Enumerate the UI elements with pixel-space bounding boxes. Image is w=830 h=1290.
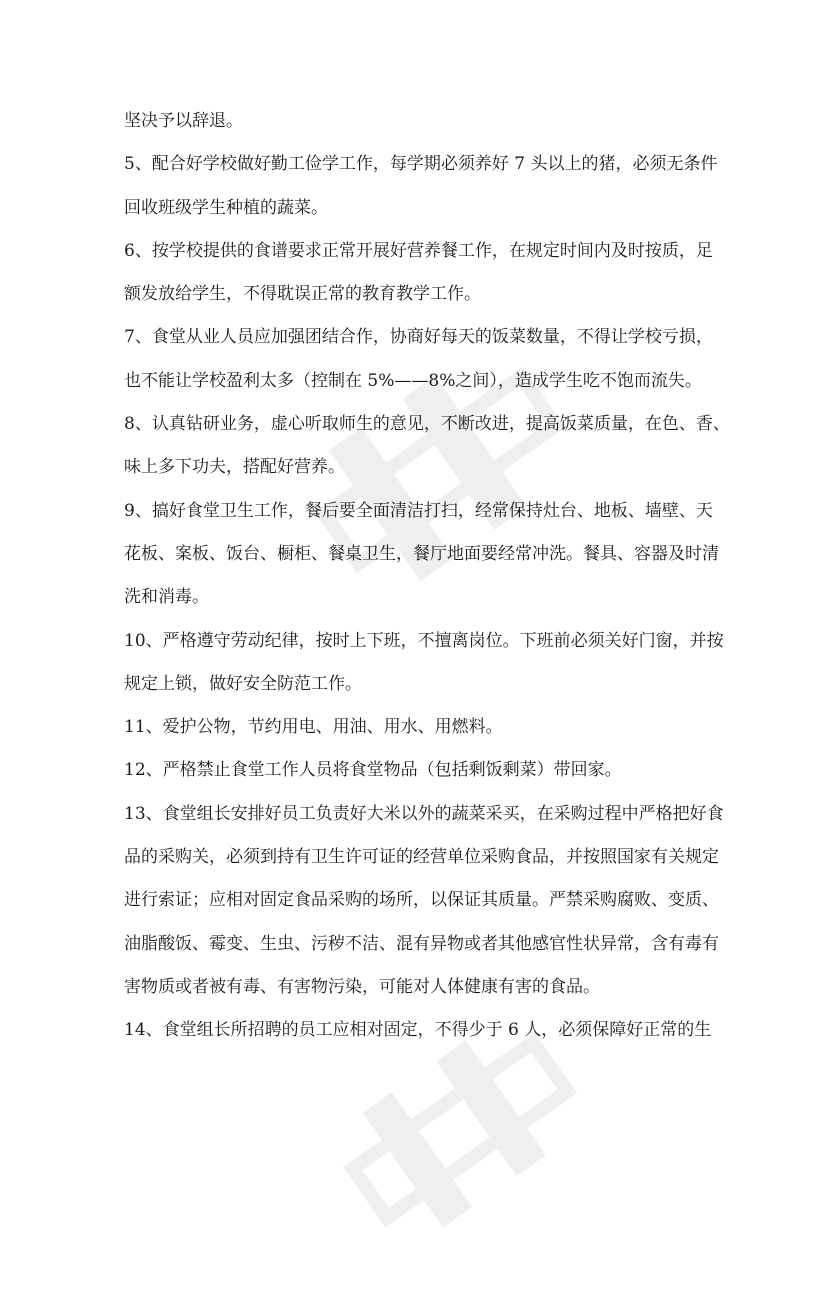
text-line: 10、严格遵守劳动纪律，按时上下班，不擅离岗位。下班前必须关好门窗，并按 — [124, 630, 724, 651]
text-line: 额发放给学生，不得耽误正常的教育教学工作。 — [124, 284, 481, 305]
text-line: 7、食堂从业人员应加强团结合作，协商好每天的饭菜数量，不得让学校亏损， — [124, 327, 713, 348]
text-line: 油脂酸饭、霉变、生虫、污秽不洁、混有异物或者其他感官性状异常，含有毒有 — [124, 933, 719, 954]
text-line: 13、食堂组长安排好员工负责好大米以外的蔬菜采买，在采购过程中严格把好食 — [124, 803, 724, 824]
text-line: 坚决予以辞退。 — [124, 111, 243, 131]
text-line: 也不能让学校盈利太多（控制在 5%——8%之间），造成学生吃不饱而流失。 — [124, 370, 702, 391]
text-line: 味上多下功夫，搭配好营养。 — [124, 457, 345, 478]
text-line: 规定上锁，做好安全防范工作。 — [124, 673, 362, 694]
text-line: 6、按学校提供的食谱要求正常开展好营养餐工作，在规定时间内及时按质，足 — [124, 240, 713, 261]
document-body — [124, 100, 730, 1053]
text-line: 11、爱护公物，节约用电、用油、用水、用燃料。 — [124, 717, 503, 738]
text-line: 花板、案板、饭台、橱柜、餐桌卫生，餐厅地面要经常冲洗。餐具、容器及时清 — [124, 543, 719, 564]
text-line: 9、搞好食堂卫生工作，餐后要全面清洁打扫，经常保持灶台、地板、墙壁、天 — [124, 500, 713, 521]
text-line: 害物质或者被有毒、有害物污染，可能对人体健康有害的食品。 — [124, 976, 600, 997]
text-line: 5、配合好学校做好勤工俭学工作，每学期必须养好 7 头以上的猪，必须无条件 — [124, 154, 718, 175]
text-line: 回收班级学生种植的蔬菜。 — [124, 197, 328, 218]
text-line: 8、认真钻研业务，虚心听取师生的意见，不断改进，提高饭菜质量，在色、香、 — [124, 414, 730, 435]
text-line: 洗和消毒。 — [124, 587, 209, 608]
text-line: 进行索证；应相对固定食品采购的场所，以保证其质量。严禁采购腐败、变质、 — [124, 890, 719, 911]
text-line: 12、严格禁止食堂工作人员将食堂物品（包括剩饭剩菜）带回家。 — [124, 760, 622, 781]
text-line: 14、食堂组长所招聘的员工应相对固定，不得少于 6 人，必须保障好正常的生 — [124, 1020, 712, 1041]
text-line: 品的采购关，必须到持有卫生许可证的经营单位采购食品，并按照国家有关规定 — [124, 847, 719, 868]
